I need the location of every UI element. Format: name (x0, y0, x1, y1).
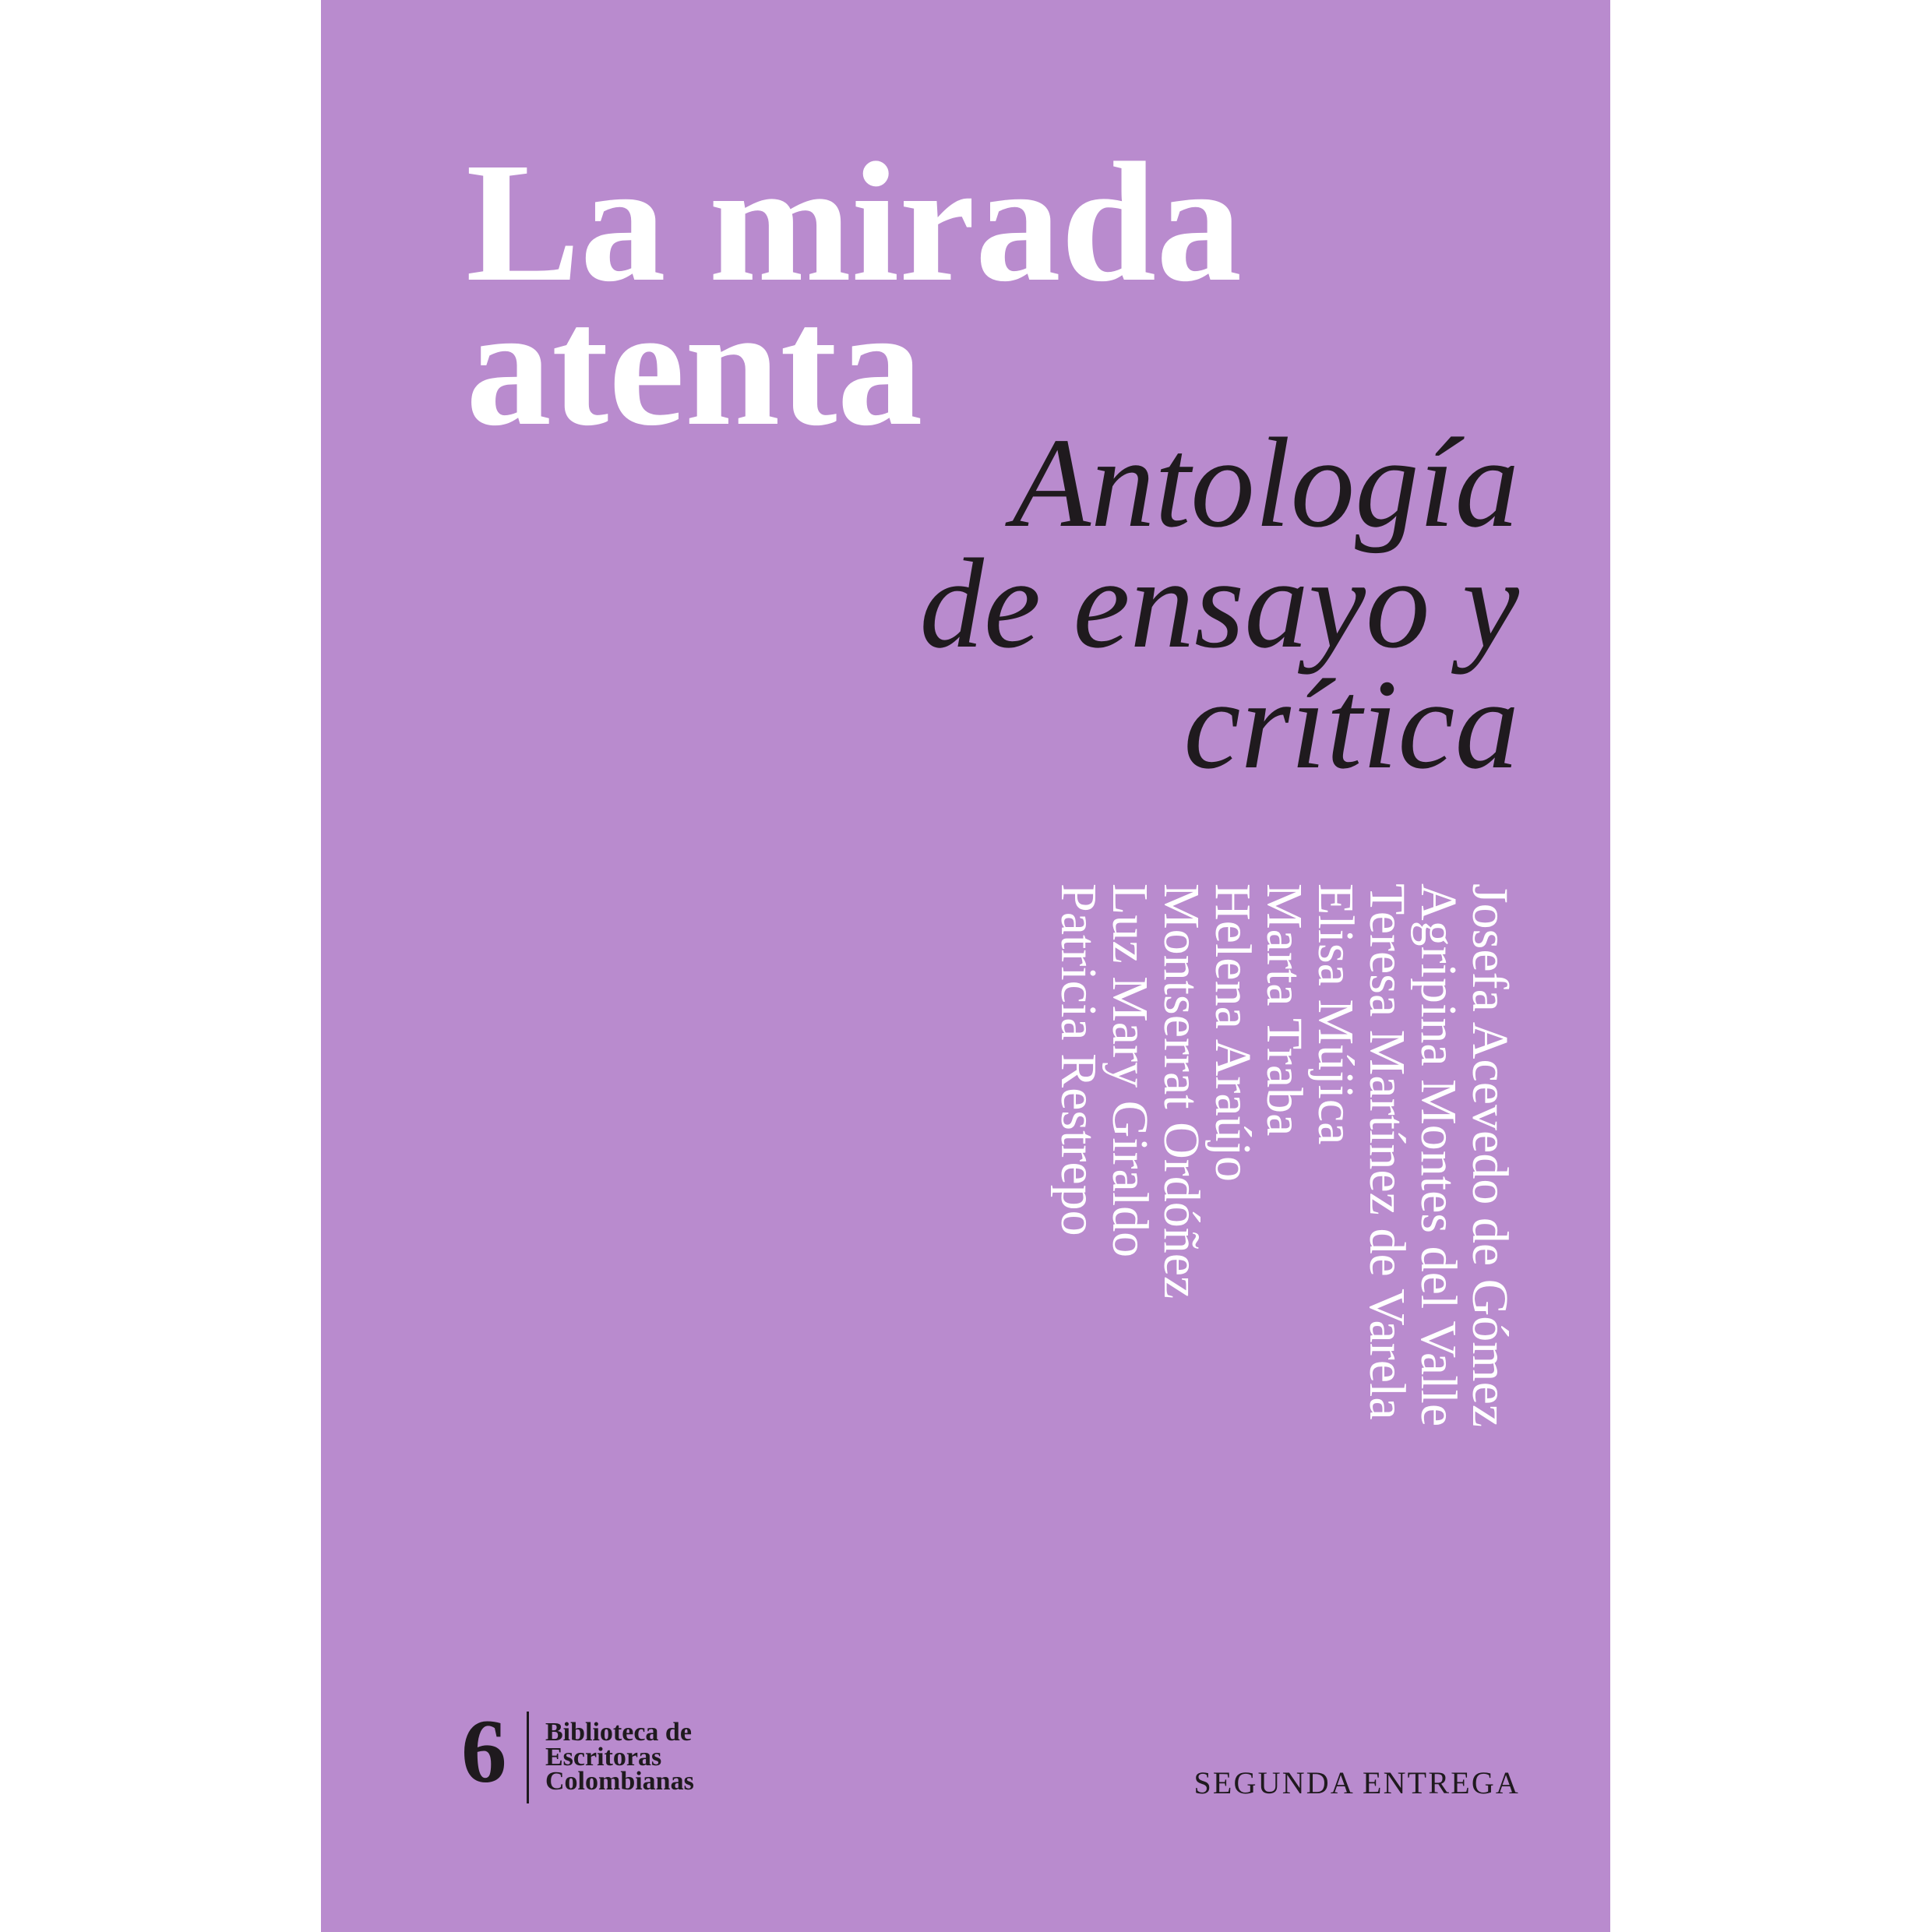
author-list (1050, 883, 1518, 1428)
series-divider-rule (527, 1712, 529, 1803)
series-number: 6 (461, 1701, 507, 1802)
library-line-2: Escritoras (545, 1742, 662, 1772)
author-name: Helena Araújo (1204, 883, 1261, 1183)
author-name: Luz Mary Giraldo (1102, 883, 1158, 1258)
library-line-3: Colombianas (545, 1767, 694, 1796)
series-library-name (545, 1720, 694, 1794)
book-subtitle (919, 411, 1519, 795)
subtitle-line-1: Antología (1012, 411, 1519, 554)
subtitle-line-3: crítica (1183, 653, 1519, 795)
title-line-1: La mirada (466, 127, 1243, 317)
author-name: Josefa Acevedo de Gómez (1461, 883, 1518, 1428)
author-name: Montserrat Ordóñez (1153, 883, 1210, 1299)
subtitle-line-2: de ensayo y (919, 532, 1519, 675)
book-title (466, 127, 1243, 461)
author-name: Marta Traba (1256, 883, 1313, 1137)
author-name: Patricia Restrepo (1050, 883, 1107, 1236)
author-name: Elisa Mújica (1307, 883, 1364, 1145)
library-line-1: Biblioteca de (545, 1718, 692, 1747)
author-name: Teresa Martínez de Varela (1359, 883, 1416, 1420)
edition-label: SEGUNDA ENTREGA (1193, 1765, 1520, 1800)
book-cover (321, 0, 1610, 1932)
title-line-2: atenta (466, 271, 923, 461)
author-name: Agripina Montes del Valle (1410, 883, 1467, 1427)
